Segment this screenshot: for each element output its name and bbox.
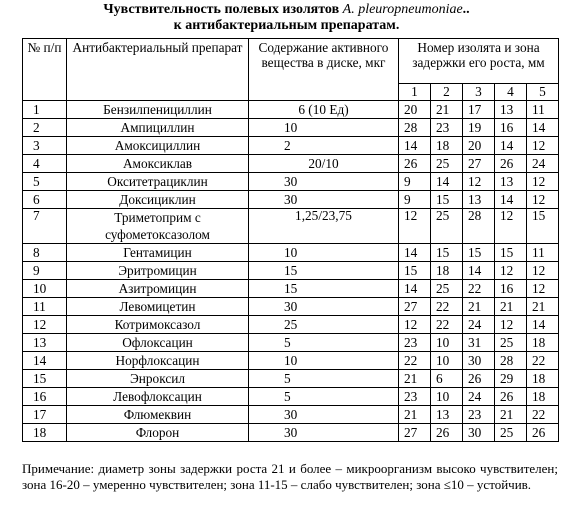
zone-value: 12 <box>463 173 495 191</box>
table-row <box>23 424 559 442</box>
zone-value: 28 <box>399 119 431 137</box>
drug-name-line: суфометоксазолом <box>105 227 210 242</box>
zone-value: 23 <box>399 334 431 352</box>
zone-value: 14 <box>495 137 527 155</box>
zone-value: 14 <box>431 173 463 191</box>
table-row <box>23 262 559 280</box>
row-number: 4 <box>23 155 67 173</box>
zone-value: 12 <box>527 280 559 298</box>
row-number: 14 <box>23 352 67 370</box>
disk-content: 30 <box>249 191 399 209</box>
zone-value: 9 <box>399 191 431 209</box>
zone-value: 21 <box>495 406 527 424</box>
zone-value: 14 <box>399 280 431 298</box>
zone-value: 27 <box>463 155 495 173</box>
disk-content: 10 <box>249 352 399 370</box>
zone-value: 16 <box>495 280 527 298</box>
drug-name: Офлоксацин <box>67 334 249 352</box>
disk-content: 25 <box>249 316 399 334</box>
table-row <box>23 316 559 334</box>
drug-name: Эритромицин <box>67 262 249 280</box>
zone-value: 24 <box>463 316 495 334</box>
disk-content: 5 <box>249 334 399 352</box>
title-suffix: .. <box>462 2 470 17</box>
table-title-line-1 <box>0 2 573 18</box>
zone-value: 14 <box>399 137 431 155</box>
zone-value: 12 <box>399 316 431 334</box>
zone-value: 21 <box>495 298 527 316</box>
disk-content: 1,25/23,75 <box>249 209 399 244</box>
zone-value: 30 <box>463 424 495 442</box>
table-row <box>23 191 559 209</box>
zone-value: 17 <box>463 101 495 119</box>
table-row <box>23 334 559 352</box>
zone-value: 24 <box>527 155 559 173</box>
drug-name: Окситетрациклин <box>67 173 249 191</box>
table-row <box>23 173 559 191</box>
isolate-number: 4 <box>495 83 527 100</box>
zone-value: 31 <box>463 334 495 352</box>
drug-name: Котримоксазол <box>67 316 249 334</box>
header-content: Содержание активного вещества в диске, мкг <box>249 39 399 101</box>
table-title-line-2: к антибактериальным препаратам. <box>173 18 400 33</box>
zone-value: 26 <box>495 155 527 173</box>
zone-value: 14 <box>463 262 495 280</box>
zone-value: 23 <box>431 119 463 137</box>
row-number: 10 <box>23 280 67 298</box>
drug-name: Норфлоксацин <box>67 352 249 370</box>
row-number: 6 <box>23 191 67 209</box>
disk-content: 30 <box>249 424 399 442</box>
zone-value: 10 <box>431 388 463 406</box>
zone-value: 13 <box>495 101 527 119</box>
row-number: 13 <box>23 334 67 352</box>
zone-value: 21 <box>431 101 463 119</box>
zone-value: 25 <box>431 280 463 298</box>
zone-value: 18 <box>527 388 559 406</box>
table-row <box>23 155 559 173</box>
zone-value: 22 <box>463 280 495 298</box>
table-row <box>23 137 559 155</box>
disk-content: 2 <box>249 137 399 155</box>
row-number: 11 <box>23 298 67 316</box>
disk-content: 15 <box>249 262 399 280</box>
row-number: 1 <box>23 101 67 119</box>
zone-value: 21 <box>399 406 431 424</box>
drug-name: Азитромицин <box>67 280 249 298</box>
zone-value: 26 <box>431 424 463 442</box>
isolate-number: 1 <box>399 83 431 100</box>
drug-name: Флорон <box>67 424 249 442</box>
disk-content: 30 <box>249 173 399 191</box>
disk-content: 10 <box>249 119 399 137</box>
zone-value: 13 <box>495 173 527 191</box>
row-number: 12 <box>23 316 67 334</box>
drug-name: Доксициклин <box>67 191 249 209</box>
disk-content: 30 <box>249 298 399 316</box>
table-row <box>23 209 559 244</box>
zone-value: 25 <box>431 155 463 173</box>
table-row <box>23 370 559 388</box>
zone-value: 15 <box>399 262 431 280</box>
drug-name: Левомицетин <box>67 298 249 316</box>
zone-value: 26 <box>527 424 559 442</box>
drug-name: Ампициллин <box>67 119 249 137</box>
header-drug: Антибактериальный препарат <box>67 39 249 101</box>
disk-content: 5 <box>249 370 399 388</box>
header-isolates: Номер изолята и зона задержки его роста, мм <box>399 39 559 84</box>
zone-value: 14 <box>399 244 431 262</box>
zone-value: 12 <box>495 316 527 334</box>
table-row <box>23 280 559 298</box>
zone-value: 25 <box>495 424 527 442</box>
zone-value: 20 <box>399 101 431 119</box>
zone-value: 21 <box>463 298 495 316</box>
row-number: 9 <box>23 262 67 280</box>
row-number: 18 <box>23 424 67 442</box>
zone-value: 14 <box>495 191 527 209</box>
drug-name: Левофлоксацин <box>67 388 249 406</box>
zone-value: 21 <box>527 298 559 316</box>
isolate-number: 5 <box>527 83 559 100</box>
zone-value: 26 <box>399 155 431 173</box>
table-row <box>23 244 559 262</box>
disk-content: 20/10 <box>249 155 399 173</box>
zone-value: 27 <box>399 424 431 442</box>
zone-value: 12 <box>527 262 559 280</box>
zone-value: 25 <box>495 334 527 352</box>
zone-value: 14 <box>527 316 559 334</box>
disk-content: 15 <box>249 280 399 298</box>
disk-content: 10 <box>249 244 399 262</box>
zone-value: 9 <box>399 173 431 191</box>
zone-value: 10 <box>431 334 463 352</box>
zone-value: 22 <box>399 352 431 370</box>
row-number: 3 <box>23 137 67 155</box>
zone-value: 14 <box>527 119 559 137</box>
drug-name: Амоксициллин <box>67 137 249 155</box>
zone-value: 29 <box>495 370 527 388</box>
zone-value: 15 <box>463 244 495 262</box>
zone-value: 24 <box>463 388 495 406</box>
zone-value: 20 <box>463 137 495 155</box>
zone-value: 11 <box>527 244 559 262</box>
row-number: 7 <box>23 209 67 244</box>
zone-value: 15 <box>527 209 559 244</box>
isolate-number: 3 <box>463 83 495 100</box>
zone-value: 15 <box>431 191 463 209</box>
zone-value: 13 <box>463 191 495 209</box>
table-row <box>23 119 559 137</box>
zone-value: 15 <box>431 244 463 262</box>
table-row <box>23 388 559 406</box>
row-number: 16 <box>23 388 67 406</box>
zone-value: 23 <box>399 388 431 406</box>
zone-value: 22 <box>431 298 463 316</box>
zone-value: 22 <box>431 316 463 334</box>
header-row <box>23 39 559 84</box>
isolate-number: 2 <box>431 83 463 100</box>
row-number: 2 <box>23 119 67 137</box>
table-row <box>23 406 559 424</box>
zone-value: 6 <box>431 370 463 388</box>
disk-content: 6 (10 Ед) <box>249 101 399 119</box>
zone-value: 22 <box>527 352 559 370</box>
zone-value: 11 <box>527 101 559 119</box>
zone-value: 19 <box>463 119 495 137</box>
zone-value: 27 <box>399 298 431 316</box>
title-prefix: Чувствительность полевых изолятов <box>103 2 340 17</box>
zone-value: 18 <box>431 137 463 155</box>
table-row <box>23 298 559 316</box>
zone-value: 16 <box>495 119 527 137</box>
zone-value: 13 <box>431 406 463 424</box>
disk-content: 30 <box>249 406 399 424</box>
zone-value: 28 <box>495 352 527 370</box>
table-row <box>23 101 559 119</box>
zone-value: 12 <box>527 191 559 209</box>
zone-value: 10 <box>431 352 463 370</box>
zone-value: 12 <box>527 137 559 155</box>
zone-value: 22 <box>527 406 559 424</box>
table-note: Примечание: диаметр зоны задержки роста 21 и более – микроорганизм высоко чувствителен; зона 16-20 – умеренно чувствителен; зона 11-15 – слабо чувствителен; зона ≤10 – устойчив. <box>22 461 558 492</box>
drug-name: Гентамицин <box>67 244 249 262</box>
drug-name: Бензилпенициллин <box>67 101 249 119</box>
sensitivity-table <box>22 38 559 442</box>
zone-value: 30 <box>463 352 495 370</box>
row-number: 17 <box>23 406 67 424</box>
zone-value: 28 <box>463 209 495 244</box>
zone-value: 26 <box>463 370 495 388</box>
row-number: 15 <box>23 370 67 388</box>
species-name: A. pleuropneumoniae <box>342 2 463 17</box>
zone-value: 12 <box>495 209 527 244</box>
drug-name <box>67 209 249 244</box>
zone-value: 18 <box>527 370 559 388</box>
zone-value: 12 <box>527 173 559 191</box>
drug-name: Амоксиклав <box>67 155 249 173</box>
zone-value: 21 <box>399 370 431 388</box>
zone-value: 26 <box>495 388 527 406</box>
zone-value: 18 <box>431 262 463 280</box>
zone-value: 18 <box>527 334 559 352</box>
table-row <box>23 352 559 370</box>
drug-name: Флюмеквин <box>67 406 249 424</box>
drug-name-line: Триметоприм с <box>114 210 201 225</box>
zone-value: 12 <box>495 262 527 280</box>
zone-value: 23 <box>463 406 495 424</box>
zone-value: 15 <box>495 244 527 262</box>
row-number: 8 <box>23 244 67 262</box>
row-number: 5 <box>23 173 67 191</box>
zone-value: 25 <box>431 209 463 244</box>
zone-value: 12 <box>399 209 431 244</box>
drug-name: Энроксил <box>67 370 249 388</box>
disk-content: 5 <box>249 388 399 406</box>
header-num: № п/п <box>23 39 67 101</box>
